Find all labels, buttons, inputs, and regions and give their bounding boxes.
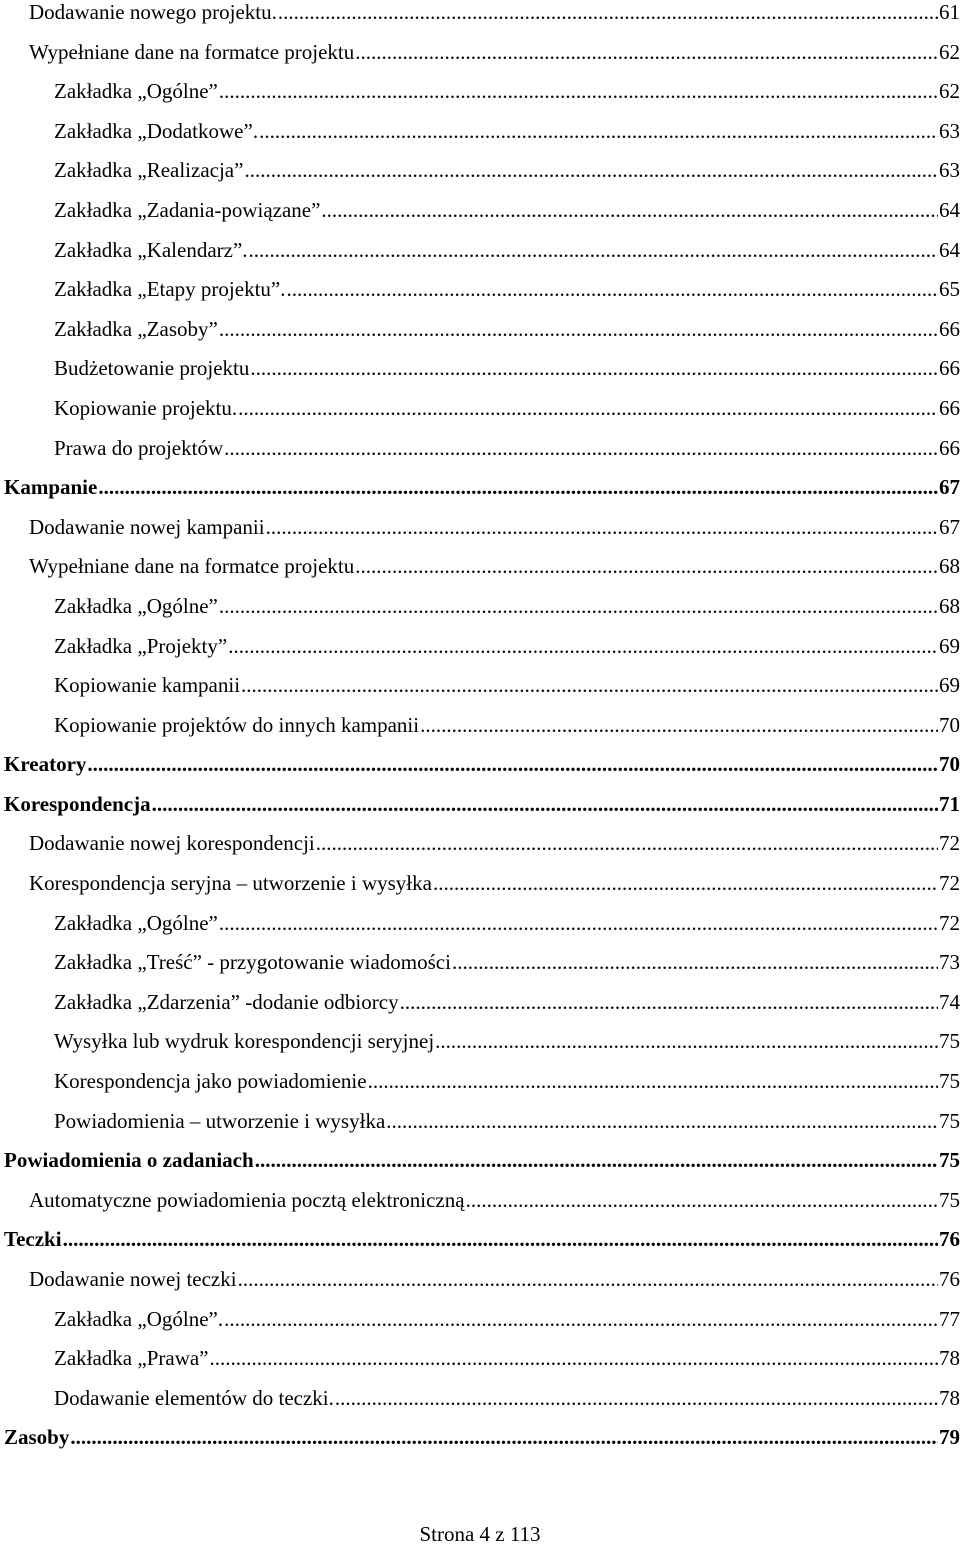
toc-entry-title: Dodawanie nowej korespondencji — [29, 831, 315, 856]
toc-entry[interactable] — [4, 911, 960, 951]
toc-entry-page-number: 76 — [939, 1227, 960, 1252]
dot-leader — [255, 1148, 938, 1172]
toc-entry-title: Automatyczne powiadomienia pocztą elektroniczną — [29, 1187, 465, 1212]
toc-entry[interactable] — [4, 119, 960, 159]
dot-leader — [87, 752, 938, 776]
toc-entry-title: Kreatory — [4, 752, 87, 777]
toc-entry[interactable] — [4, 990, 960, 1030]
toc-entry-title: Kopiowanie projektów do innych kampanii — [54, 712, 420, 737]
toc-entry-title: Powiadomienia o zadaniach — [4, 1148, 254, 1173]
toc-entry-title: Zakładka „Zdarzenia” -dodanie odbiorcy — [54, 989, 399, 1014]
toc-entry-title: Dodawanie elementów do teczki. — [54, 1385, 334, 1410]
toc-entry[interactable] — [4, 475, 960, 515]
dot-leader — [238, 396, 938, 420]
toc-entry-page-number: 66 — [939, 395, 960, 420]
toc-entry-page-number: 67 — [939, 475, 960, 500]
dot-leader — [259, 119, 938, 143]
toc-entry-title: Zakładka „Kalendarz”. — [54, 237, 248, 262]
toc-entry[interactable] — [4, 356, 960, 396]
toc-entry[interactable] — [4, 436, 960, 476]
dot-leader — [286, 277, 938, 301]
toc-entry-title: Korespondencja jako powiadomienie — [54, 1069, 367, 1094]
toc-entry-page-number: 76 — [939, 1267, 960, 1291]
toc-entry-title: Zakładka „Etapy projektu”. — [54, 277, 286, 302]
toc-entry[interactable] — [4, 0, 960, 40]
toc-entry[interactable] — [4, 515, 960, 555]
toc-entry-title: Zakładka „Projekty” — [54, 633, 228, 658]
toc-entry-title: Zakładka „Treść” - przygotowanie wiadomości — [54, 950, 451, 975]
dot-leader — [210, 1346, 939, 1370]
dot-leader — [219, 594, 938, 618]
toc-entry[interactable] — [4, 1029, 960, 1069]
toc-entry[interactable] — [4, 198, 960, 238]
toc-entry-page-number: 75 — [939, 1148, 960, 1173]
dot-leader — [224, 1307, 938, 1331]
toc-entry[interactable] — [4, 158, 960, 198]
dot-leader — [63, 1227, 938, 1251]
toc-entry-title: Zakładka „Ogólne”. — [54, 1306, 224, 1331]
toc-entry-title: Zakładka „Ogólne” — [54, 79, 218, 104]
toc-entry-page-number: 73 — [939, 950, 960, 975]
toc-entry[interactable] — [4, 1148, 960, 1188]
toc-entry-page-number: 72 — [939, 831, 960, 856]
toc-entry-page-number: 68 — [939, 554, 960, 579]
toc-entry-title: Zakładka „Zasoby” — [54, 316, 218, 341]
toc-entry[interactable] — [4, 317, 960, 357]
toc-entry-title: Wypełniane dane na formatce projektu — [29, 39, 355, 64]
toc-entry-page-number: 69 — [939, 633, 960, 658]
toc-entry-page-number: 78 — [939, 1385, 960, 1410]
toc-entry-page-number: 71 — [939, 791, 960, 816]
toc-entry[interactable] — [4, 40, 960, 80]
toc-entry-title: Zakładka „Prawa” — [54, 1346, 209, 1371]
dot-leader — [355, 554, 938, 578]
toc-entry-title: Prawa do projektów — [54, 435, 224, 460]
toc-entry[interactable] — [4, 277, 960, 317]
dot-leader — [249, 238, 938, 262]
toc-entry[interactable] — [4, 1425, 960, 1465]
toc-entry-page-number: 66 — [939, 356, 960, 381]
dot-leader — [244, 158, 938, 182]
toc-entry-page-number: 77 — [939, 1306, 960, 1331]
toc-entry-title: Powiadomienia – utworzenie i wysyłka — [54, 1108, 386, 1133]
toc-entry-title: Zasoby — [4, 1425, 70, 1450]
toc-entry[interactable] — [4, 713, 960, 753]
dot-leader — [400, 990, 938, 1014]
dot-leader — [70, 1425, 938, 1449]
toc-entry-page-number: 65 — [939, 277, 960, 302]
dot-leader — [152, 792, 938, 816]
dot-leader — [266, 515, 938, 539]
toc-entry[interactable] — [4, 594, 960, 634]
toc-entry[interactable] — [4, 634, 960, 674]
toc-entry-title: Wypełniane dane na formatce projektu — [29, 554, 355, 579]
toc-entry-page-number: 62 — [939, 39, 960, 64]
table-of-contents — [4, 0, 960, 1465]
toc-entry-page-number: 64 — [939, 197, 960, 222]
toc-entry-title: Zakładka „Realizacja” — [54, 158, 244, 183]
toc-entry-page-number: 79 — [939, 1425, 960, 1450]
page-number-label: Strona 4 z 113 — [419, 1522, 541, 1546]
dot-leader — [241, 673, 938, 697]
dot-leader — [238, 1267, 938, 1291]
dot-leader — [98, 475, 938, 499]
toc-entry-title: Zakładka „Zadania-powiązane” — [54, 197, 321, 222]
page-footer — [0, 1520, 960, 1548]
dot-leader — [316, 831, 938, 855]
toc-entry[interactable] — [4, 1227, 960, 1267]
toc-entry-title: Zakładka „Ogólne” — [54, 910, 218, 935]
toc-entry-title: Kampanie — [4, 475, 98, 500]
toc-entry[interactable] — [4, 1069, 960, 1109]
toc-entry[interactable] — [4, 1109, 960, 1149]
toc-entry[interactable] — [4, 1386, 960, 1426]
toc-entry[interactable] — [4, 1307, 960, 1347]
toc-entry[interactable] — [4, 1346, 960, 1386]
dot-leader — [452, 950, 938, 974]
toc-entry-page-number: 66 — [939, 316, 960, 341]
toc-entry-page-number: 75 — [939, 1069, 960, 1094]
toc-entry-title: Wysyłka lub wydruk korespondencji seryjnej — [54, 1029, 435, 1054]
toc-entry-page-number: 70 — [939, 712, 960, 737]
toc-entry-title: Dodawanie nowej teczki — [29, 1267, 237, 1291]
toc-entry-page-number: 63 — [939, 118, 960, 143]
toc-entry[interactable] — [4, 871, 960, 911]
toc-entry[interactable] — [4, 79, 960, 119]
dot-leader — [250, 356, 938, 380]
toc-entry[interactable] — [4, 673, 960, 713]
toc-entry-title: Zakładka „Dodatkowe”. — [54, 118, 259, 143]
toc-entry-title: Zakładka „Ogólne” — [54, 593, 218, 618]
toc-entry-page-number: 70 — [939, 752, 960, 777]
toc-entry-title: Budżetowanie projektu — [54, 356, 250, 381]
toc-entry[interactable] — [4, 554, 960, 594]
toc-entry-page-number: 78 — [939, 1346, 960, 1371]
dot-leader — [368, 1069, 938, 1093]
toc-entry[interactable] — [4, 752, 960, 792]
toc-entry[interactable] — [4, 238, 960, 278]
dot-leader — [386, 1109, 938, 1133]
toc-entry-page-number: 64 — [939, 237, 960, 262]
dot-leader — [219, 317, 938, 341]
toc-entry-page-number: 63 — [939, 158, 960, 183]
toc-entry-title: Korespondencja seryjna – utworzenie i wysyłka — [29, 871, 432, 896]
dot-leader — [420, 713, 938, 737]
toc-entry[interactable] — [4, 831, 960, 871]
dot-leader — [321, 198, 938, 222]
dot-leader — [224, 436, 938, 460]
toc-entry-title: Kopiowanie kampanii — [54, 673, 241, 698]
toc-entry-page-number: 75 — [939, 1108, 960, 1133]
toc-entry-page-number: 61 — [939, 0, 960, 24]
dot-leader — [228, 634, 938, 658]
toc-entry-page-number: 66 — [939, 435, 960, 460]
toc-entry[interactable] — [4, 396, 960, 436]
toc-entry-page-number: 75 — [939, 1187, 960, 1212]
dot-leader — [219, 79, 938, 103]
toc-entry-page-number: 69 — [939, 673, 960, 698]
toc-entry-page-number: 62 — [939, 79, 960, 104]
toc-entry-title: Korespondencja — [4, 791, 151, 816]
toc-entry-title: Kopiowanie projektu. — [54, 395, 238, 420]
toc-entry-page-number: 74 — [939, 989, 960, 1014]
dot-leader — [433, 871, 938, 895]
toc-entry-page-number: 68 — [939, 593, 960, 618]
dot-leader — [335, 1386, 938, 1410]
toc-entry-page-number: 72 — [939, 871, 960, 896]
toc-entry[interactable] — [4, 1267, 960, 1307]
toc-entry-page-number: 67 — [939, 514, 960, 539]
toc-entry[interactable] — [4, 950, 960, 990]
dot-leader — [219, 911, 938, 935]
toc-entry[interactable] — [4, 792, 960, 832]
toc-entry-title: Dodawanie nowego projektu. — [29, 0, 277, 24]
toc-entry-page-number: 72 — [939, 910, 960, 935]
dot-leader — [466, 1188, 938, 1212]
toc-entry-page-number: 75 — [939, 1029, 960, 1054]
dot-leader — [355, 40, 938, 64]
toc-entry-title: Dodawanie nowej kampanii — [29, 514, 265, 539]
toc-entry[interactable] — [4, 1188, 960, 1228]
dot-leader — [278, 0, 938, 24]
toc-entry-title: Teczki — [4, 1227, 62, 1252]
dot-leader — [435, 1029, 938, 1053]
